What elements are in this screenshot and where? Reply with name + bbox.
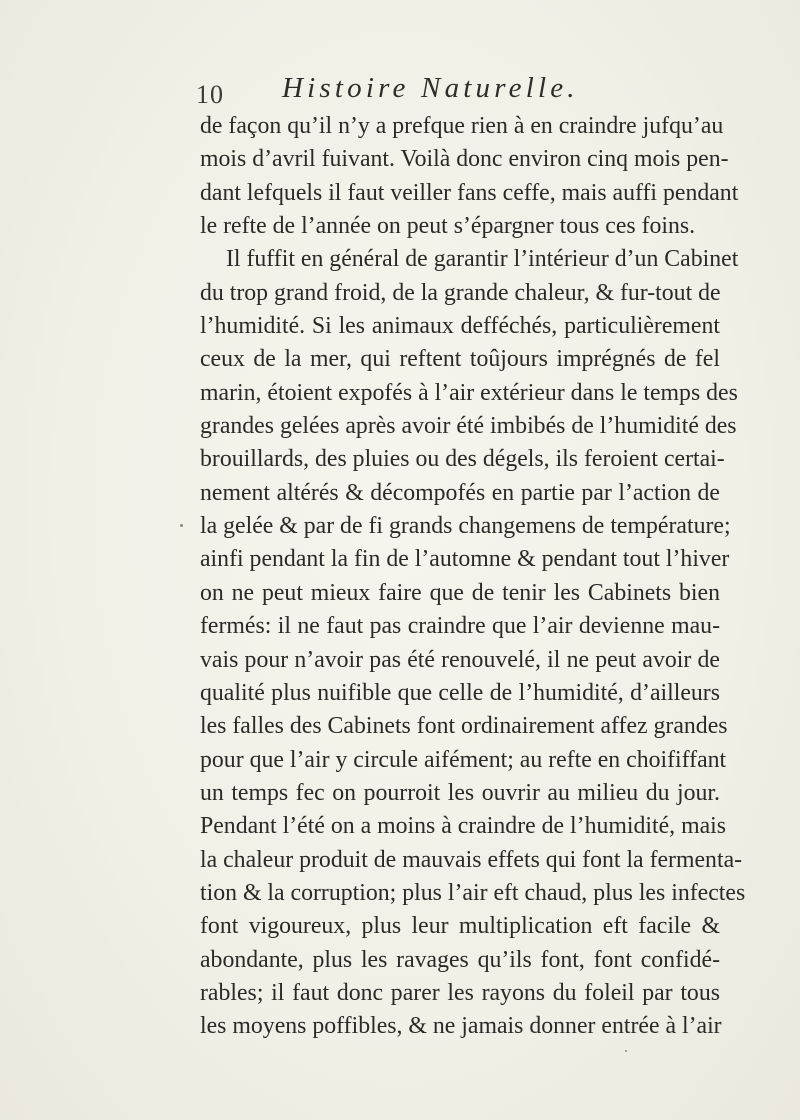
- text-line: pour que l’air y circule aifément; au refte en choififfant: [200, 746, 727, 773]
- text-line: la gelée & par de fi grands changemens de température;: [200, 513, 731, 540]
- text-line: Pendant l’été on a moins à craindre de l’humidité, mais: [200, 813, 727, 840]
- paper-speck: [180, 524, 183, 527]
- text-line: nement altérés & décompofés en partie par l’action de: [200, 479, 720, 506]
- text-line: ceux de la mer, qui reftent toûjours imprégnés de fel: [200, 346, 720, 373]
- text-line: font vigoureux, plus leur multiplication eft facile &: [200, 913, 720, 940]
- text-line: grandes gelées après avoir été imbibés de l’humidité des: [200, 413, 737, 440]
- text-line: vais pour n’avoir pas été renouvelé, il ne peut avoir de: [200, 646, 720, 673]
- text-line: rables; il faut donc parer les rayons du foleil par tous: [200, 979, 720, 1006]
- page-header: [196, 70, 736, 110]
- text-line: dant lefquels il faut veiller fans ceffe, mais auffi pendant: [200, 179, 739, 206]
- text-line: l’humidité. Si les animaux defféchés, particulièrement: [200, 313, 720, 340]
- text-line: marin, étoient expofés à l’air extérieur dans le temps des: [200, 379, 738, 406]
- text-line: brouillards, des pluies ou des dégels, ils feroient certai-: [200, 446, 725, 473]
- text-line: mois d’avril fuivant. Voilà donc environ cinq mois pen-: [200, 146, 729, 173]
- text-line: fermés: il ne faut pas craindre que l’air devienne mau-: [200, 613, 720, 640]
- text-line: abondante, plus les ravages qu’ils font, font confidé-: [200, 946, 720, 973]
- text-line: la chaleur produit de mauvais effets qui font la fermenta-: [200, 846, 743, 873]
- running-title: Histoire Naturelle.: [282, 72, 579, 104]
- body-text: [200, 110, 746, 1044]
- page-number: 10: [196, 80, 224, 109]
- text-line: le refte de l’année on peut s’épargner tous ces foins.: [200, 213, 696, 240]
- text-line: qualité plus nuifible que celle de l’humidité, d’ailleurs: [200, 679, 720, 706]
- paper-speck: [625, 1050, 627, 1052]
- text-line: les falles des Cabinets font ordinairement affez grandes: [200, 713, 728, 740]
- text-line: du trop grand froid, de la grande chaleur, & fur-tout de: [200, 279, 721, 306]
- text-line: un temps fec on pourroit les ouvrir au milieu du jour.: [200, 779, 720, 806]
- text-line: de façon qu’il n’y a prefque rien à en craindre jufqu’au: [200, 113, 724, 139]
- text-line: Il fuffit en général de garantir l’intérieur d’un Cabinet: [226, 246, 739, 273]
- text-line: tion & la corruption; plus l’air eft chaud, plus les infectes: [200, 879, 746, 906]
- text-line: on ne peut mieux faire que de tenir les Cabinets bien: [200, 579, 720, 606]
- text-line: les moyens poffibles, & ne jamais donner entrée à l’air: [200, 1013, 722, 1040]
- text-line: ainfi pendant la fin de l’automne & pendant tout l’hiver: [200, 546, 730, 573]
